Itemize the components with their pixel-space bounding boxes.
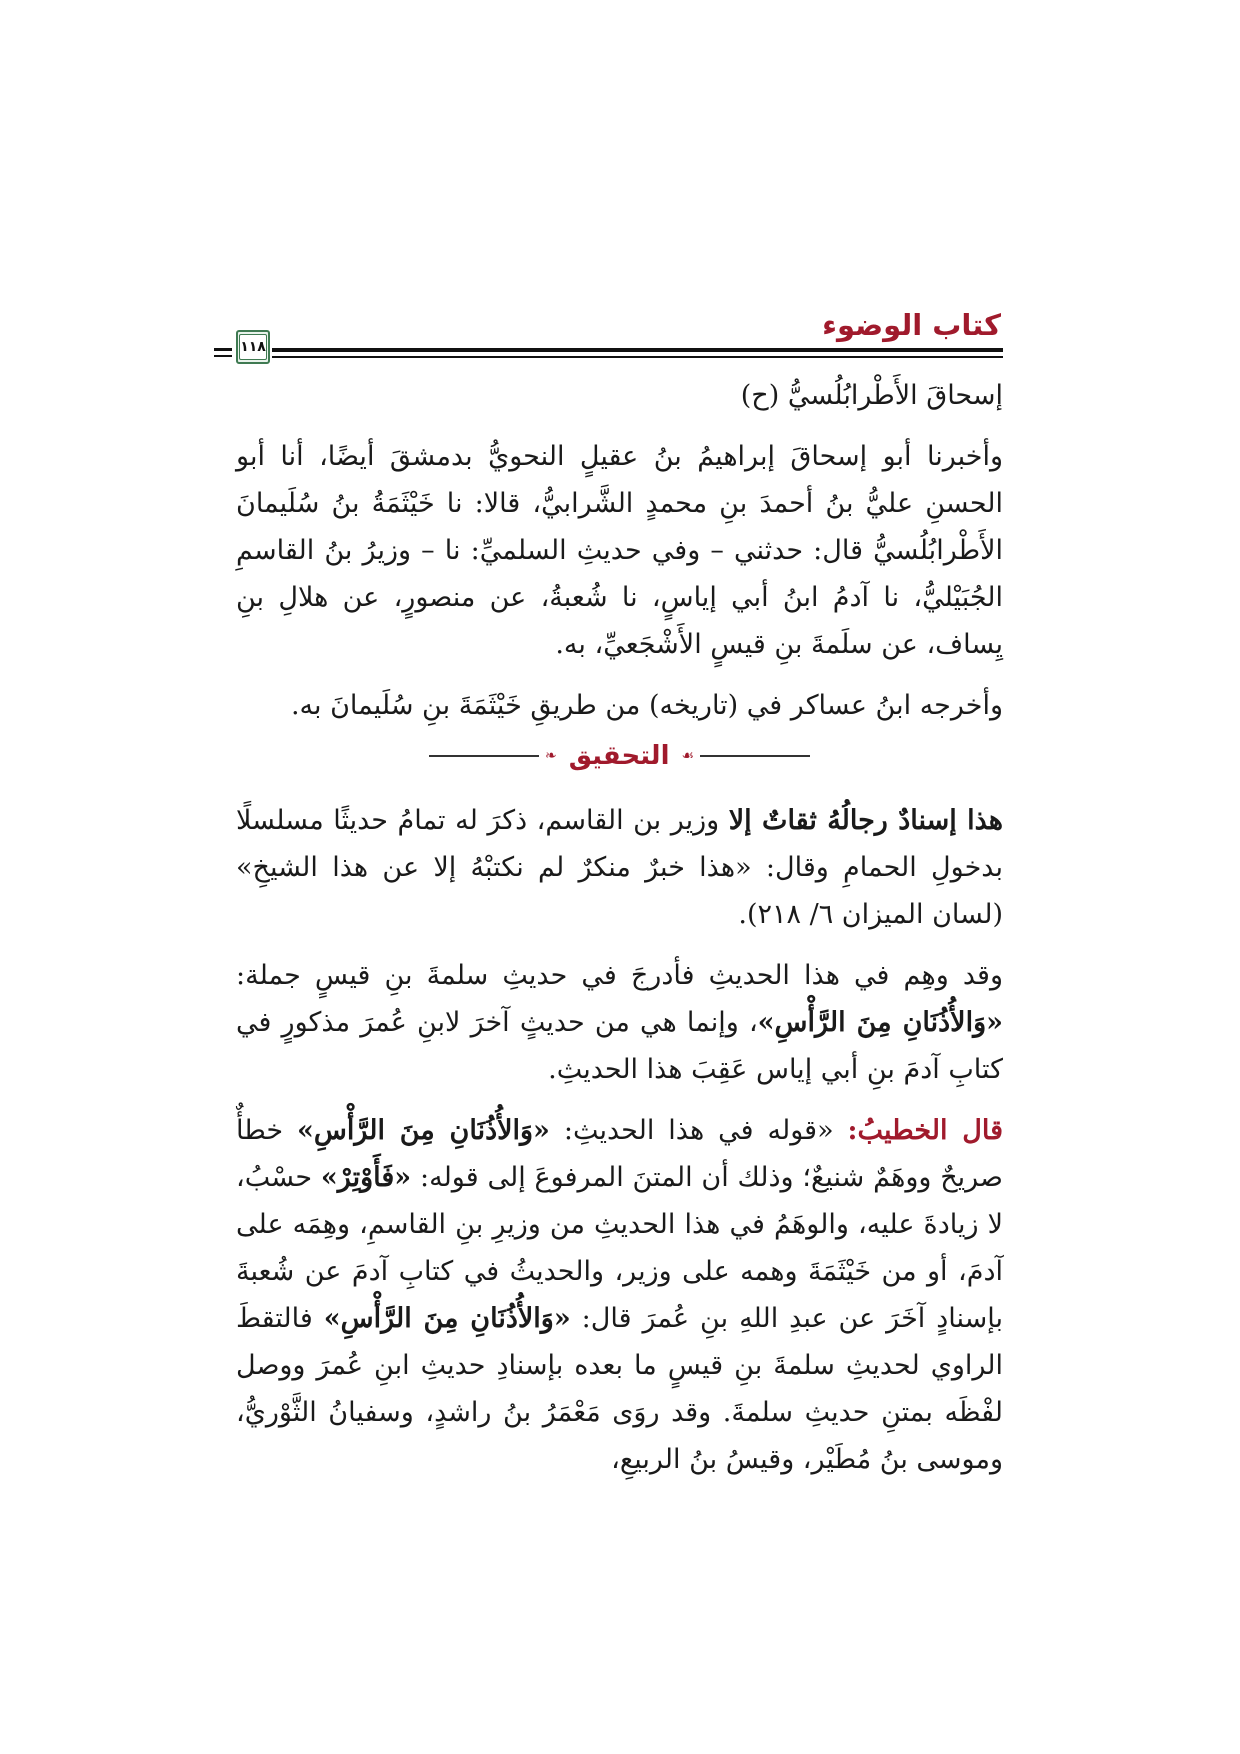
book-title: كتاب الوضوء: [822, 308, 1001, 342]
page-number: ١١٨: [239, 334, 267, 360]
page-number-badge: [236, 330, 270, 364]
text-run: فالتقطَ الراوي لحديثِ سلمةَ بنِ قيسٍ ما بعده بإسنادِ حديثِ ابنِ عُمرَ ووصل لفْظَه بمتنِ حديثِ سلمةَ. وقد روَى مَعْمَرُ بنُ راشدٍ، وسفيانُ الثَّوْريُّ، وموسى بنُ مُطَيْر، وقيسُ بنُ الربيعِ،: [236, 1303, 1003, 1475]
paragraph-isnad-second: وأخبرنا أبو إسحاقَ إبراهيمُ بنُ عقيلٍ النحويُّ بدمشقَ أيضًا، أنا أبو الحسنِ عليُّ بنُ أحمدَ بنِ محمدٍ الشَّرابيُّ، قالا: نا خَيْثَمَةُ بنُ سُلَيمانَ الأَطْرابُلُسيُّ قال: حدثني – وفي حديثِ السلميِّ: نا – وزيرُ بنُ القاسمِ الجُبَيْليُّ، نا آدمُ ابنُ أبي إياسٍ، نا شُعبةُ، عن منصورٍ، عن هلالِ بنِ يِساف، عن سلَمةَ بنِ قيسٍ الأَشْجَعيِّ، به.: [236, 441, 1003, 660]
page: [236, 300, 1003, 1483]
header-rule-stub: [214, 348, 232, 351]
paragraph-idraj: [236, 952, 1003, 1093]
page-header: [236, 300, 1003, 372]
text-run: خطأٌ صريحٌ ووهَمٌ شنيعٌ؛ وذلك أن المتنَ المرفوعَ إلى قوله:: [236, 1115, 1003, 1193]
section-heading: التحقيق: [568, 741, 670, 771]
header-rule-thick: [272, 348, 1003, 352]
ornament-icon: ☙: [681, 748, 695, 764]
hadith-quote: «فَأَوْتِرْ»: [320, 1162, 412, 1193]
text-run: «قوله في هذا الحديثِ:: [549, 1115, 848, 1146]
text-run: وزير بن القاسم، ذكرَ له تمامُ حديثًا مسلسلًا بدخولِ الحمامِ وقال: «هذا خبرٌ منكرٌ لم نكتبْهُ إلا عن هذا الشيخِ» (لسان الميزان ٦/ ٢١٨).: [236, 805, 1003, 930]
hadith-quote: «وَالأُذُنَانِ مِنَ الرَّأْسِ»: [757, 1007, 1003, 1038]
divider-line-left: [429, 755, 539, 757]
paragraph-takhrij: وأخرجه ابنُ عساكر في (تاريخه) من طريقِ خَيْثَمَةَ بنِ سُلَيمانَ به.: [290, 690, 1003, 721]
speaker-lead: قال الخطيبُ:: [847, 1115, 1003, 1146]
header-rule-thin: [272, 356, 1003, 358]
hadith-quote: «وَالأُذُنَانِ مِنَ الرَّأْسِ»: [297, 1115, 550, 1146]
paragraph-isnad-end: إسحاقَ الأَطْرابُلُسيُّ (ح): [740, 380, 1003, 411]
header-rule-stub: [214, 355, 232, 357]
section-divider-tahqiq: [236, 733, 1003, 779]
text-run: وقد وهِم في هذا الحديثِ فأدرجَ في حديثِ سلمةَ بنِ قيسٍ جملة:: [236, 960, 1003, 991]
bold-phrase: هذا إسنادٌ رجالُهُ ثقاتٌ إلا: [728, 805, 1003, 836]
paragraph-khatib: [236, 1107, 1003, 1483]
paragraph-isnad-judgment: [236, 797, 1003, 938]
hadith-quote: «وَالأُذُنَانِ مِنَ الرَّأْسِ»: [323, 1303, 571, 1334]
text-run: حسْبُ، لا زيادةَ عليه، والوهَمُ في هذا الحديثِ من وزيرِ بنِ القاسمِ، وهِمَه على آدمَ، أو من خَيْثَمَةَ وهمه على وزير، والحديثُ في كتابِ آدمَ عن شُعبةَ بإسنادٍ آخَرَ عن عبدِ اللهِ بنِ عُمرَ قال:: [236, 1162, 1003, 1334]
divider-line-right: [700, 755, 810, 757]
text-run: ، وإنما هي من حديثٍ آخرَ لابنِ عُمرَ مذكورٍ في كتابِ آدمَ بنِ أبي إياس عَقِبَ هذا الحديثِ.: [236, 1007, 1003, 1085]
ornament-icon: ❧: [544, 748, 557, 764]
